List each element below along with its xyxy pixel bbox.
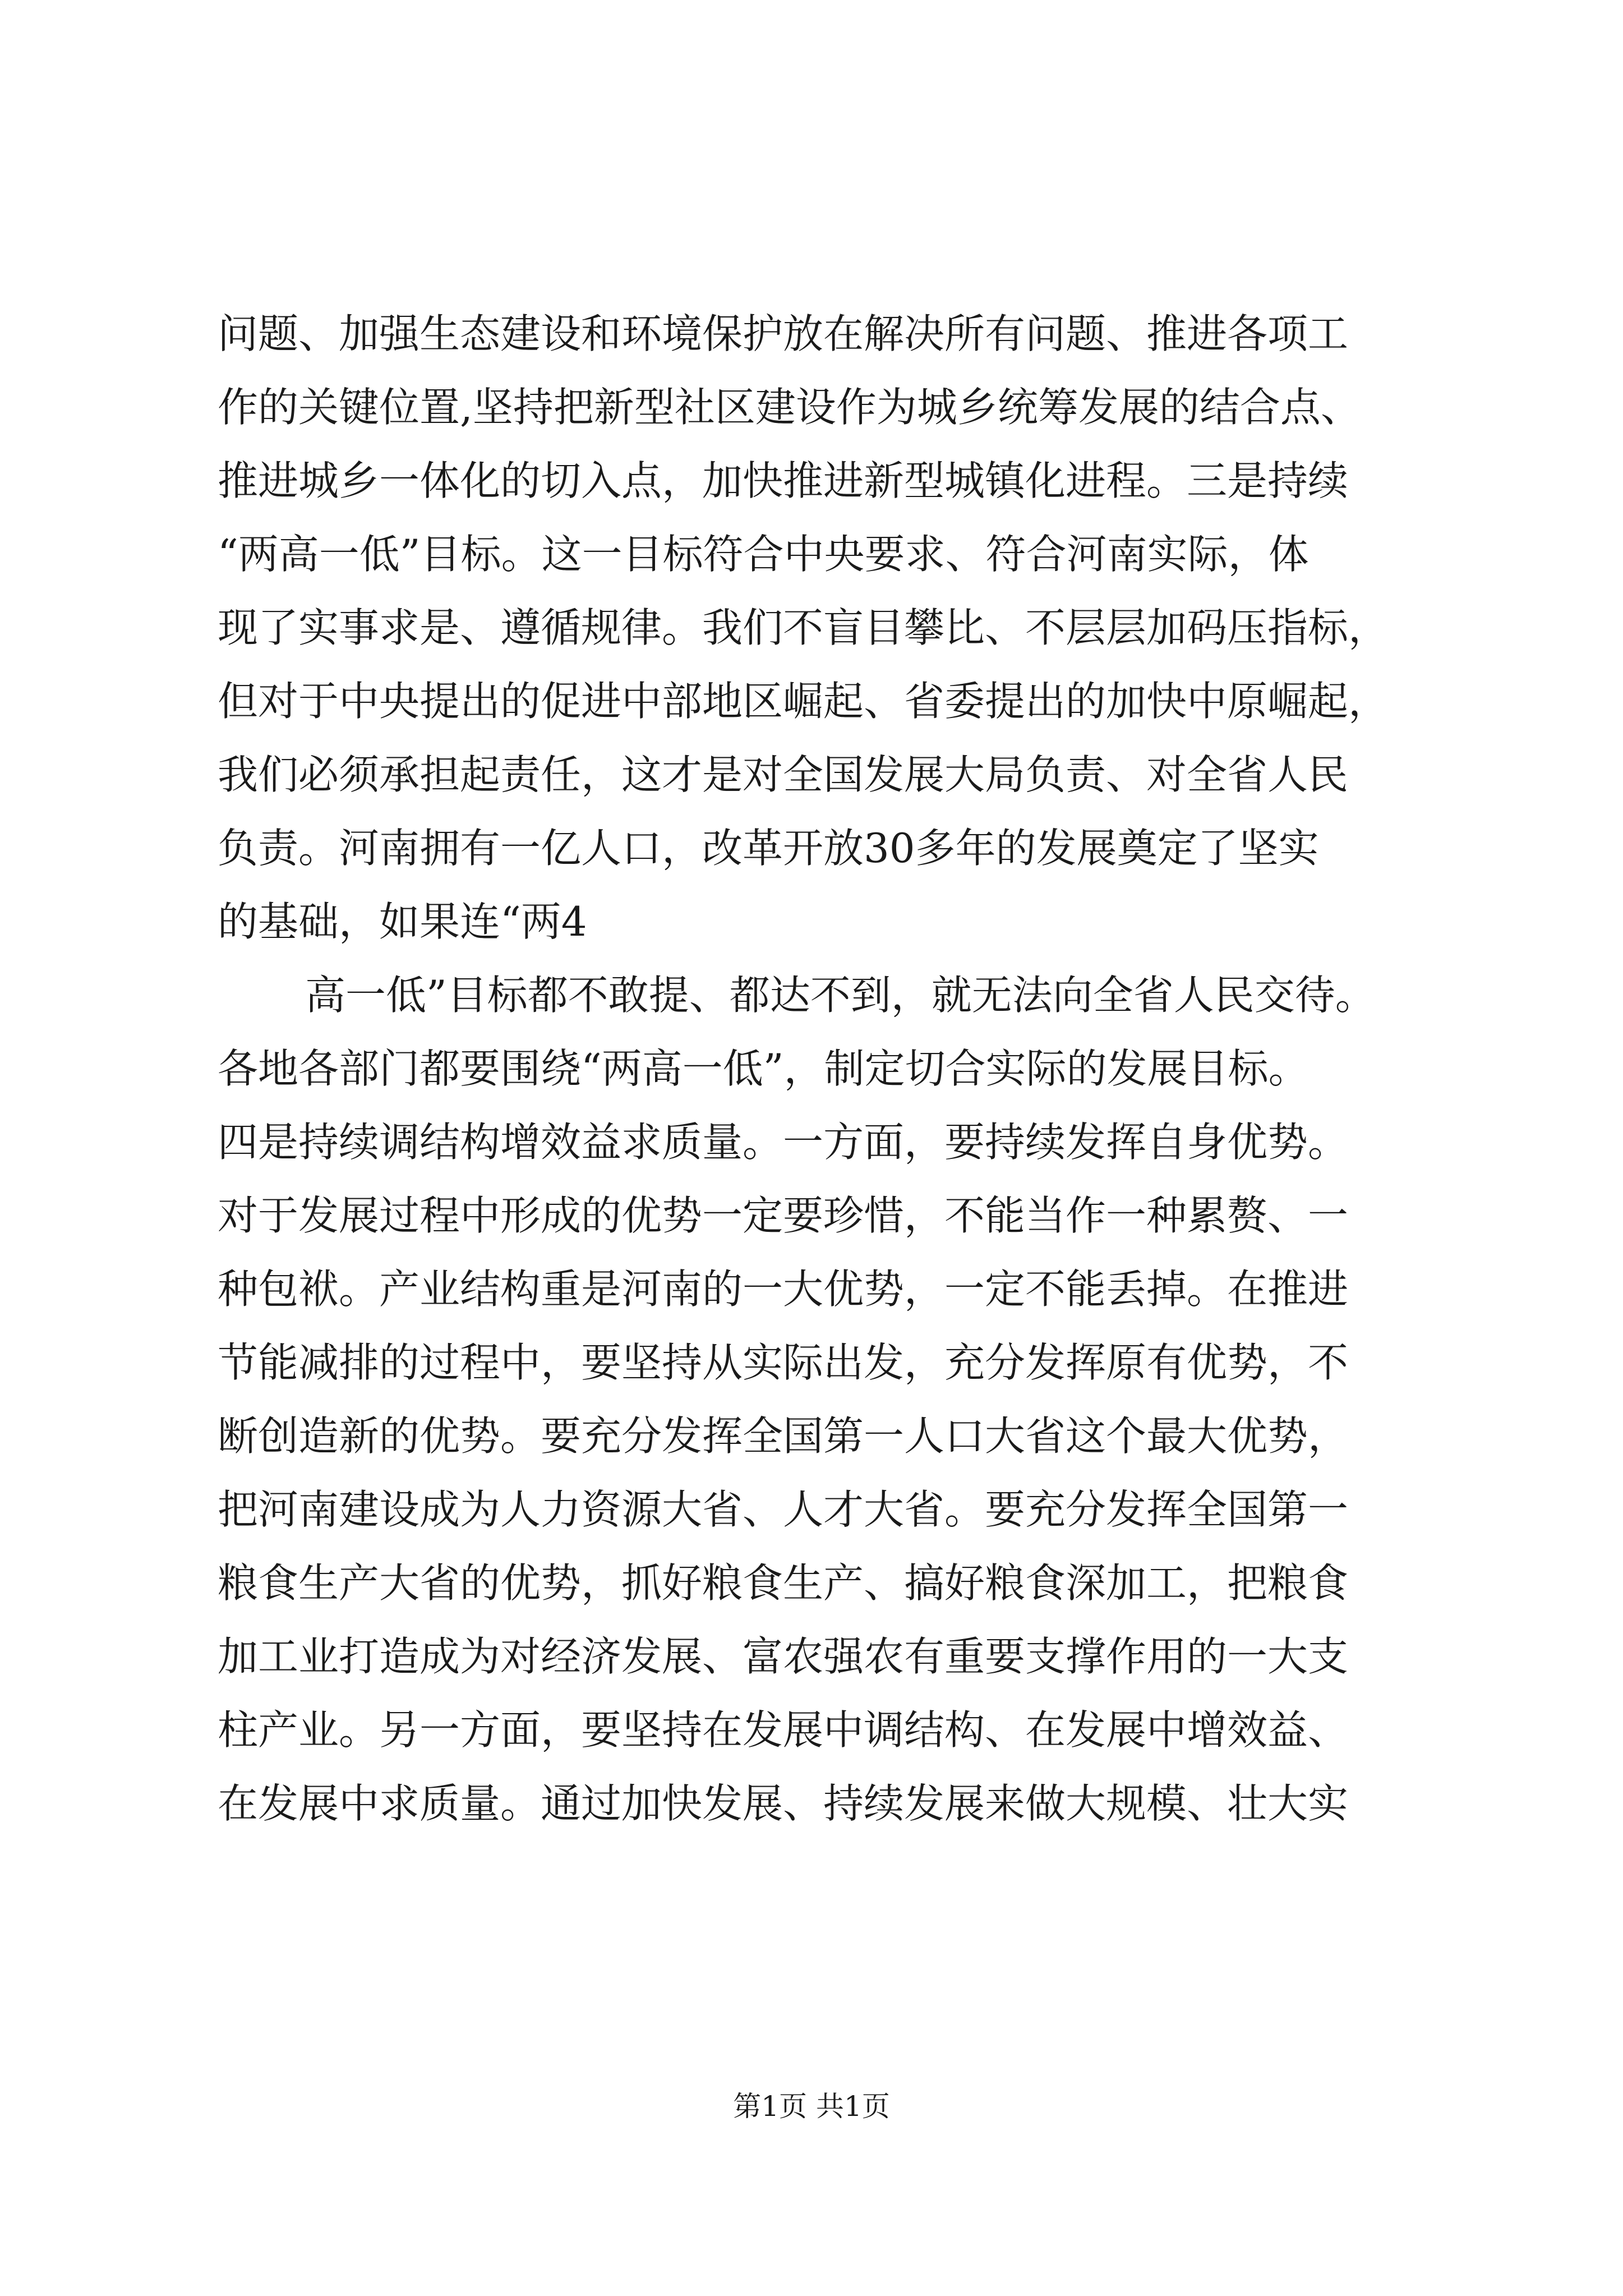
paragraph-first-line: 高一低”目标都不敢提、都达不到，就无法向全省人民交待。 <box>305 972 1376 1019</box>
text-line: 断创造新的优势。要充分发挥全国第一人口大省这个最大优势， <box>218 1412 1349 1460</box>
text-line: 的基础，如果连“两4 <box>218 898 587 945</box>
text-line: 把河南建设成为人力资源大省、人才大省。要充分发挥全国第一 <box>218 1486 1349 1533</box>
text-line: 种包袱。产业结构重是河南的一大优势，一定不能丢掉。在推进 <box>218 1266 1349 1313</box>
text-line: 粮食生产大省的优势，抓好粮食生产、搞好粮食深加工，把粮食 <box>218 1559 1349 1607</box>
text-line: 作的关键位置,坚持把新型社区建设作为城乡统筹发展的结合点、 <box>218 384 1361 431</box>
page-footer: 第1页 共1页 <box>733 2090 890 2123</box>
text-line: 现了实事求是、遵循规律。我们不盲目攀比、不层层加码压指标， <box>218 604 1389 651</box>
document-body <box>218 297 1485 1841</box>
text-line: 负责。河南拥有一亿人口，改革开放30多年的发展奠定了坚实 <box>218 825 1319 872</box>
text-line: 柱产业。另一方面，要坚持在发展中调结构、在发展中增效益、 <box>218 1706 1349 1754</box>
text-line: 对于发展过程中形成的优势一定要珍惜，不能当作一种累赘、一 <box>218 1192 1349 1239</box>
text-line: 各地各部门都要围绕“两高一低”，制定切合实际的发展目标。 <box>218 1045 1309 1092</box>
text-line: 问题、加强生态建设和环境保护放在解决所有问题、推进各项工 <box>218 310 1349 357</box>
text-line: 在发展中求质量。通过加快发展、持续发展来做大规模、壮大实 <box>218 1780 1349 1827</box>
text-line: 推进城乡一体化的切入点，加快推进新型城镇化进程。三是持续 <box>218 457 1349 504</box>
text-line: “两高一低”目标。这一目标符合中央要求、符合河南实际，体 <box>218 531 1309 578</box>
text-line: 我们必须承担起责任，这才是对全国发展大局负责、对全省人民 <box>218 751 1349 798</box>
text-line: 节能减排的过程中，要坚持从实际出发，充分发挥原有优势，不 <box>218 1339 1349 1386</box>
text-line: 但对于中央提出的促进中部地区崛起、省委提出的加快中原崛起， <box>218 678 1389 725</box>
text-line: 四是持续调结构增效益求质量。一方面，要持续发挥自身优势。 <box>218 1119 1349 1166</box>
text-line: 加工业打造成为对经济发展、富农强农有重要支撑作用的一大支 <box>218 1633 1349 1680</box>
